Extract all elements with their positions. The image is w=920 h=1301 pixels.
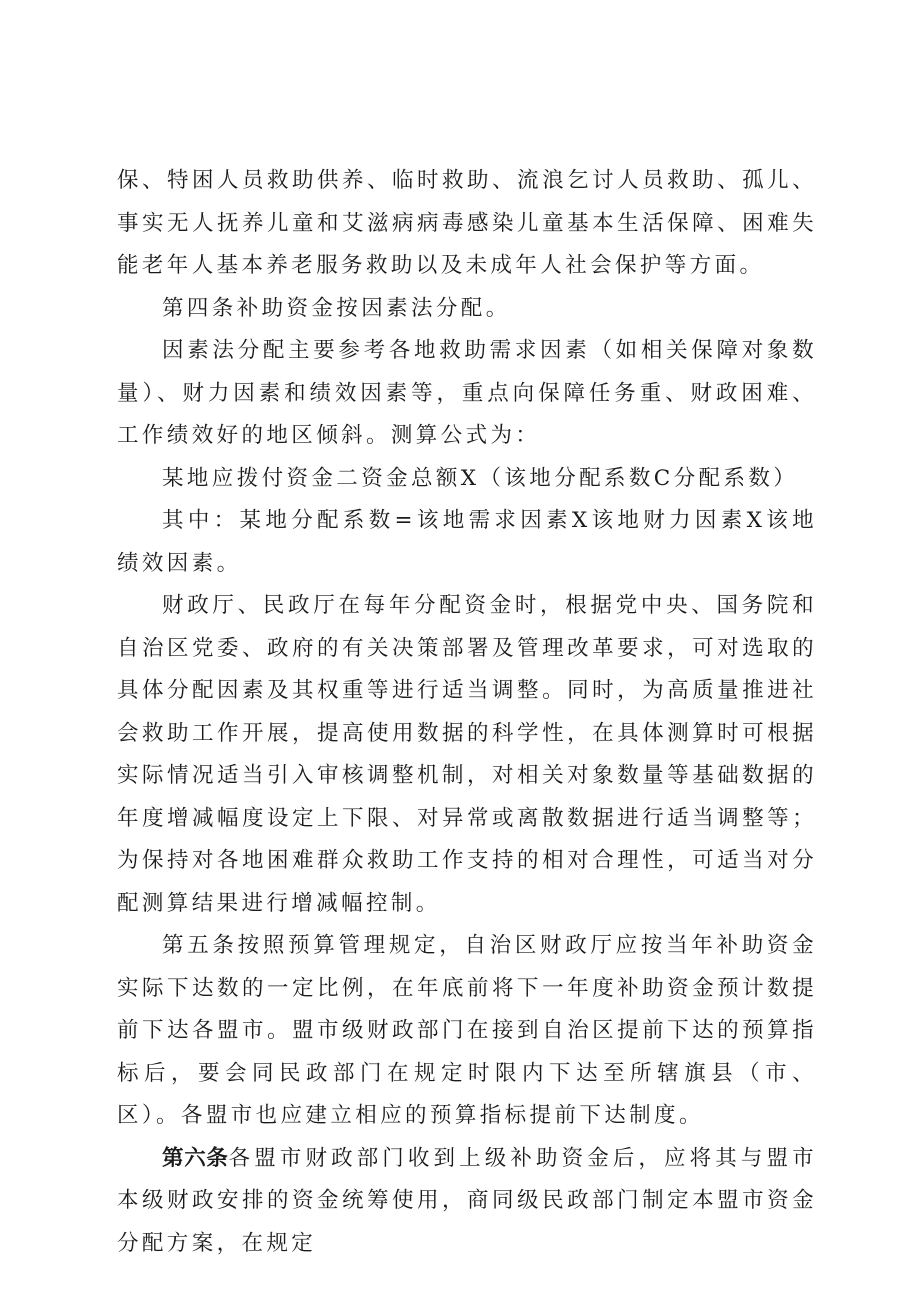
paragraph-article-4: 第四条补助资金按因素法分配。 [162,295,511,321]
paragraph-formula: 某地应拨付资金二资金总额X（该地分配系数C分配系数） [162,465,799,491]
paragraph-continuation: 保、特困人员救助供养、临时救助、流浪乞讨人员救助、孤儿、事实无人抚养儿童和艾滋病病毒感染儿童基本生活保障、困难失能老年人基本养老服务救助以及未成年人社会保护等方面。 [117,168,817,278]
paragraph-adjustment: 财政厅、民政厅在每年分配资金时，根据党中央、国务院和自治区党委、政府的有关决策部署及管理改革要求，可对选取的具体分配因素及其权重等进行适当调整。同时，为高质量推进社会救助工作开展，提高使用数据的科学性，在具体测算时可根据实际情况适当引入审核调整机制，对相关对象数量等基础数据的年度增减幅度设定上下限、对异常或离散数据进行适当调整等；为保持对各地困难群众救助工作支持的相对合理性，可适当对分配测算结果进行增减幅控制。 [117,593,817,916]
paragraph-article-5: 第五条按照预算管理规定，自治区财政厅应按当年补助资金实际下达数的一定比例，在年底前将下一年度补助资金预计数提前下达各盟市。盟市级财政部门在接到自治区提前下达的预算指标后，要会同民政部门在规定时限内下达至所辖旗县（市、区）。各盟市也应建立相应的预算指标提前下达制度。 [117,933,817,1128]
article-6-heading: 第六条 [162,1145,229,1171]
article-6-text: 各盟市财政部门收到上级补助资金后，应将其与盟市本级财政安排的资金统筹使用，商同级民政部门制定本盟市资金分配方案，在规定 [117,1145,817,1256]
document-body [117,160,817,1265]
paragraph-coefficient: 其中：某地分配系数=该地需求因素X该地财力因素X该地绩效因素。 [117,508,817,576]
paragraph-article-6 [117,1138,817,1266]
paragraph-factor-method: 因素法分配主要参考各地救助需求因素（如相关保障对象数量）、财力因素和绩效因素等，重点向保障任务重、财政困难、工作绩效好的地区倾斜。测算公式为： [117,338,817,448]
